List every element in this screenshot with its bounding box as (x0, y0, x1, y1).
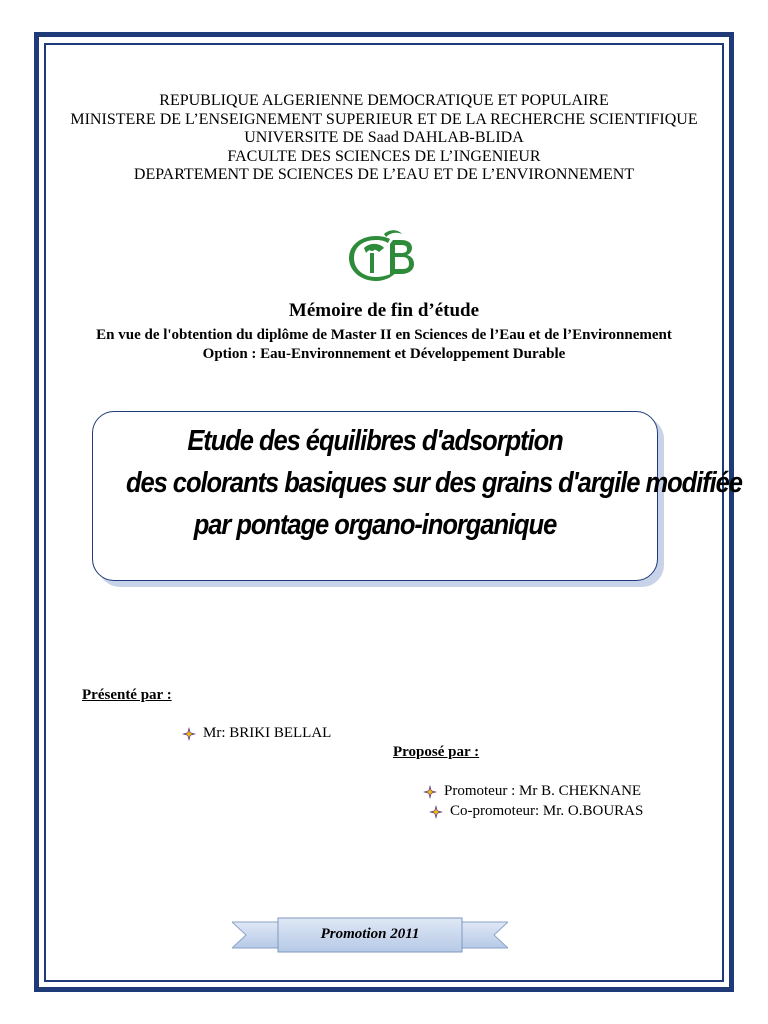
thesis-title-line-2: des colorants basiques sur des grains d'argile modifiée (125, 467, 742, 499)
arrow-bullet-icon (182, 727, 196, 741)
memoire-title: Mémoire de fin d’étude (288, 300, 480, 321)
thesis-title (125, 420, 742, 546)
student-entry (182, 725, 331, 742)
arrow-bullet-icon (429, 805, 443, 819)
student-name: Mr: BRIKI BELLAL (203, 725, 332, 741)
thesis-title-line-1: Etude des équilibres d'adsorption (187, 425, 563, 457)
promotion-text: Promotion 2011 (320, 926, 420, 942)
memoire-subtitle-block (90, 326, 678, 363)
memoire-subtitle: En vue de l'obtention du diplôme de Master II en Sciences de l’Eau et de l’Environnement (96, 327, 672, 343)
university-logo-icon (346, 226, 422, 284)
arrow-bullet-icon (423, 785, 437, 799)
proposed-by-label: Proposé par : (393, 744, 480, 760)
header-line-university: UNIVERSITE DE Saad DAHLAB-BLIDA (244, 129, 524, 146)
header-line-faculty: FACULTE DES SCIENCES DE L’INGENIEUR (227, 147, 541, 165)
header-line-ministry: MINISTERE DE L’ENSEIGNEMENT SUPERIEUR ET DE LA RECHERCHE SCIENTIFIQUE (70, 110, 698, 128)
copromoteur-entry (429, 803, 643, 820)
presented-by-label: Présenté par : (82, 687, 172, 703)
promoteur-entry (423, 783, 641, 800)
header-line-republic: REPUBLIQUE ALGERIENNE DEMOCRATIQUE ET POPULAIRE (159, 92, 609, 109)
copromoteur-name: Co-promoteur: Mr. O.BOURAS (450, 803, 644, 819)
header-line-department: DEPARTEMENT DE SCIENCES DE L’EAU ET DE L’ENVIRONNEMENT (133, 166, 635, 183)
institution-header (60, 92, 708, 185)
thesis-title-line-3: par pontage organo-inorganique (193, 509, 557, 541)
promoteur-name: Promoteur : Mr B. CHEKNANE (444, 783, 642, 799)
memoire-option: Option : Eau-Environnement et Développement Durable (202, 345, 566, 362)
